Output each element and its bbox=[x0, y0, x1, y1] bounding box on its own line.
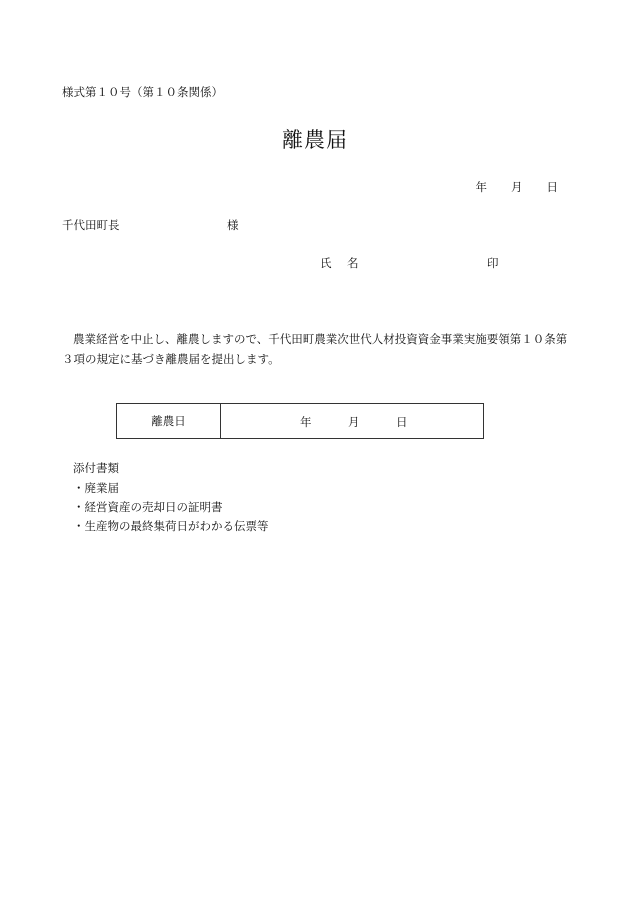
attachments-list bbox=[73, 479, 269, 536]
seal-label: 印 bbox=[487, 256, 499, 270]
leave-date-table bbox=[116, 403, 484, 439]
submission-date bbox=[476, 179, 559, 195]
leave-date-month: 月 bbox=[348, 415, 360, 429]
attachment-item: ・廃業届 bbox=[73, 481, 119, 495]
attachments-heading: 添付書類 bbox=[73, 461, 119, 475]
date-day-label: 日 bbox=[546, 180, 558, 194]
form-number: 様式第１０号（第１０条関係） bbox=[62, 85, 223, 99]
document-title: 離農届 bbox=[282, 128, 348, 152]
honorific: 様 bbox=[227, 218, 239, 232]
addressee: 千代田町長 bbox=[62, 218, 120, 232]
leave-date-value bbox=[221, 404, 483, 438]
leave-date-year: 年 bbox=[300, 415, 312, 429]
leave-date-day: 日 bbox=[396, 415, 408, 429]
signer-name-label: 氏 名 bbox=[320, 256, 361, 270]
attachment-item: ・経営資産の売却日の証明書 bbox=[73, 500, 223, 514]
date-year-label: 年 bbox=[475, 180, 487, 194]
leave-date-label: 離農日 bbox=[117, 404, 221, 438]
body-paragraph: 農業経営を中止し、離農しますので、千代田町農業次世代人材投資資金事業実施要領第１０条第３項の規定に基づき離農届を提出します。 bbox=[62, 332, 568, 366]
attachment-item: ・生産物の最終集荷日がわかる伝票等 bbox=[73, 519, 269, 533]
body-text bbox=[62, 329, 574, 369]
date-month-label: 月 bbox=[511, 180, 523, 194]
